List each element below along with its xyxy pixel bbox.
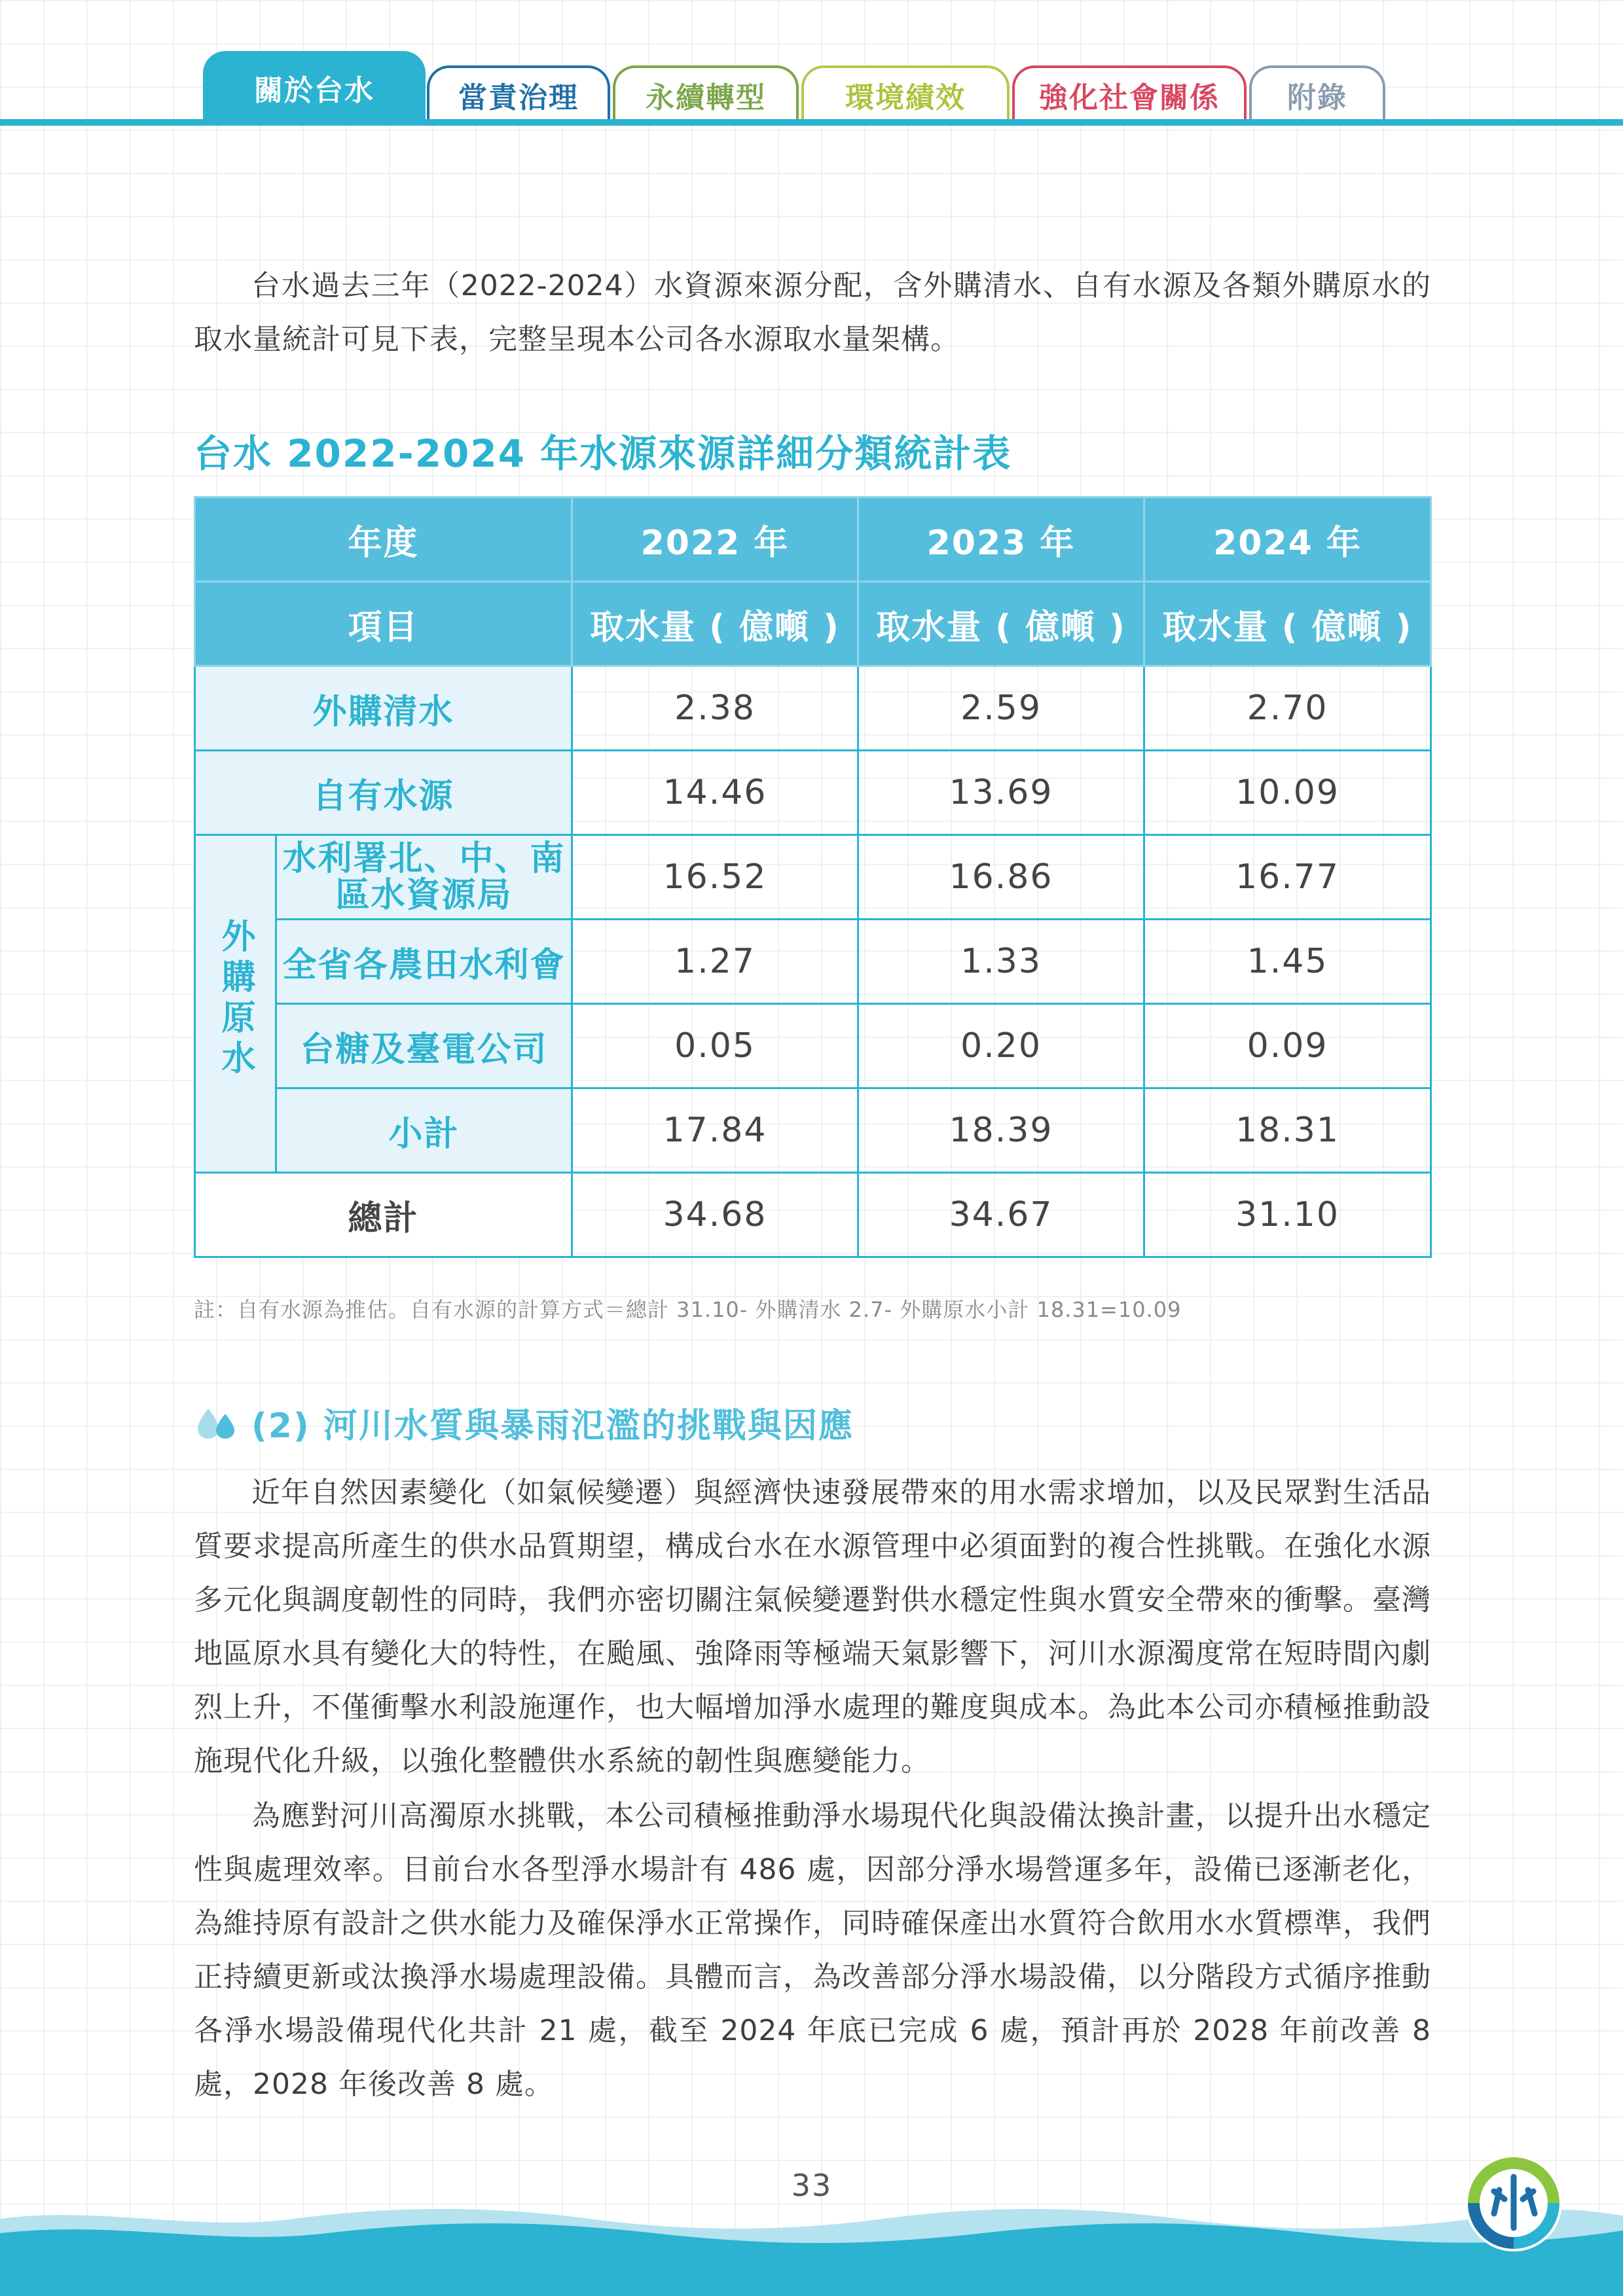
row-label-subtotal: 小計 bbox=[276, 1088, 572, 1173]
tab-sustainable-transformation[interactable]: 永續轉型 bbox=[613, 65, 799, 122]
table-cell: 18.39 bbox=[858, 1088, 1144, 1173]
header-year-label: 年度 bbox=[195, 497, 572, 582]
page-number: 33 bbox=[791, 2168, 833, 2203]
row-label-total: 總計 bbox=[195, 1173, 572, 1257]
table-header-row-unit bbox=[195, 582, 1431, 666]
table-row bbox=[195, 1088, 1431, 1173]
header-item-label: 項目 bbox=[195, 582, 572, 666]
table-row-total bbox=[195, 1173, 1431, 1257]
table-cell: 34.67 bbox=[858, 1173, 1144, 1257]
table-row bbox=[195, 920, 1431, 1004]
table-cell: 2.38 bbox=[572, 666, 858, 751]
header-unit-2023: 取水量 ( 億噸 ) bbox=[858, 582, 1144, 666]
table-cell: 34.68 bbox=[572, 1173, 858, 1257]
table-cell: 1.27 bbox=[572, 920, 858, 1004]
footer-wave-decoration bbox=[0, 2199, 1623, 2296]
chapter-tab-bar bbox=[0, 0, 1623, 131]
table-cell: 0.20 bbox=[858, 1004, 1144, 1088]
table-note: 註：自有水源為推估。自有水源的計算方式＝總計 31.10- 外購清水 2.7- 外購原水小計 18.31=10.09 bbox=[194, 1297, 1182, 1322]
table-cell: 31.10 bbox=[1144, 1173, 1431, 1257]
raw-water-group-text: 外購原水 bbox=[215, 918, 255, 1081]
row-label-irrigation: 全省各農田水利會 bbox=[276, 920, 572, 1004]
taiwan-water-logo bbox=[1461, 2151, 1566, 2255]
table-row bbox=[195, 666, 1431, 751]
table-cell: 18.31 bbox=[1144, 1088, 1431, 1173]
tab-underline bbox=[0, 119, 1623, 126]
table-row bbox=[195, 835, 1431, 920]
table-cell: 2.70 bbox=[1144, 666, 1431, 751]
water-drops-icon bbox=[194, 1405, 240, 1441]
section-heading bbox=[194, 1398, 854, 1447]
section2-paragraph-2: 為應對河川高濁原水挑戰，本公司積極推動淨水場現代化與設備汰換計畫，以提升出水穩定性與處理效率。目前台水各型淨水場計有 486 處，因部分淨水場營運多年，設備已逐漸老化，為維持原有設計之供水能力及確保淨水正常操作，同時確保產出水質符合飲用水水質標準，我們正持續更新或汰換淨水場處理設備。具體而言，為改善部分淨水場設備，以分階段方式循序推動各淨水場設備現代化共計 21 處，截至 2024 年底已完成 6 處，預計再於 2028 年前改善 8 處，2028 年後改善 8 處。 bbox=[194, 1799, 1431, 2101]
table-cell: 10.09 bbox=[1144, 751, 1431, 835]
tab-governance[interactable]: 當責治理 bbox=[427, 65, 610, 122]
table-cell: 14.46 bbox=[572, 751, 858, 835]
header-unit-2022: 取水量 ( 億噸 ) bbox=[572, 582, 858, 666]
table-header-row-year bbox=[195, 497, 1431, 582]
header-year-2024: 2024 年 bbox=[1144, 497, 1431, 582]
tab-social-relations[interactable]: 強化社會關係 bbox=[1012, 65, 1247, 122]
header-unit-2024: 取水量 ( 億噸 ) bbox=[1144, 582, 1431, 666]
tab-appendix[interactable]: 附錄 bbox=[1249, 65, 1385, 122]
table-row bbox=[195, 751, 1431, 835]
intro-paragraph: 台水過去三年（2022-2024）水資源來源分配，含外購清水、自有水源及各類外購原水的取水量統計可見下表，完整呈現本公司各水源取水量架構。 bbox=[194, 269, 1431, 356]
section-heading-text: (2) 河川水質與暴雨氾濫的挑戰與因應 bbox=[251, 1407, 854, 1446]
table-cell: 16.77 bbox=[1144, 835, 1431, 920]
table-cell: 17.84 bbox=[572, 1088, 858, 1173]
row-label-wra: 水利署北、中、南區水資源局 bbox=[276, 835, 572, 920]
table-row bbox=[195, 1004, 1431, 1088]
table-cell: 13.69 bbox=[858, 751, 1144, 835]
section2-paragraph-1: 近年自然因素變化（如氣候變遷）與經濟快速發展帶來的用水需求增加，以及民眾對生活品質要求提高所產生的供水品質期望，構成台水在水源管理中必須面對的複合性挑戰。在強化水源多元化與調度韌性的同時，我們亦密切關注氣候變遷對供水穩定性與水質安全帶來的衝擊。臺灣地區原水具有變化大的特性，在颱風、強降雨等極端天氣影響下，河川水源濁度常在短時間內劇烈上升，不僅衝擊水利設施運作，也大幅增加淨水處理的難度與成本。為此本公司亦積極推動設施現代化升級，以強化整體供水系統的韌性與應變能力。 bbox=[194, 1476, 1431, 1778]
water-source-table bbox=[194, 496, 1432, 1258]
table-title: 台水 2022-2024 年水源來源詳細分類統計表 bbox=[194, 431, 1012, 476]
row-label-sugar-power: 台糖及臺電公司 bbox=[276, 1004, 572, 1088]
row-label-own-source: 自有水源 bbox=[195, 751, 572, 835]
raw-water-group-label bbox=[195, 835, 276, 1173]
tab-about-taiwan-water[interactable]: 關於台水 bbox=[203, 51, 426, 122]
table-cell: 2.59 bbox=[858, 666, 1144, 751]
header-year-2022: 2022 年 bbox=[572, 497, 858, 582]
table-cell: 0.09 bbox=[1144, 1004, 1431, 1088]
table-cell: 16.86 bbox=[858, 835, 1144, 920]
table-cell: 1.45 bbox=[1144, 920, 1431, 1004]
header-year-2023: 2023 年 bbox=[858, 497, 1144, 582]
row-label-purchased-clean: 外購清水 bbox=[195, 666, 572, 751]
tab-environmental-performance[interactable]: 環境績效 bbox=[801, 65, 1010, 122]
table-cell: 16.52 bbox=[572, 835, 858, 920]
table-cell: 0.05 bbox=[572, 1004, 858, 1088]
table-cell: 1.33 bbox=[858, 920, 1144, 1004]
